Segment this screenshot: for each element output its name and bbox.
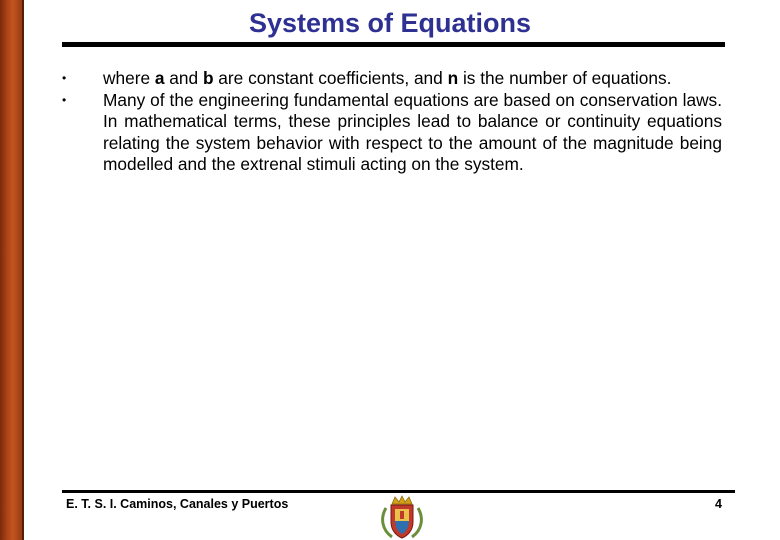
title-divider bbox=[62, 42, 725, 47]
bullet-dot: • bbox=[62, 92, 67, 107]
crest-icon bbox=[378, 494, 426, 540]
bullet-text: where a and b are constant coefficients, and n is the number of equations. bbox=[103, 68, 672, 88]
bullet-list bbox=[62, 68, 722, 176]
footer-institution: E. T. S. I. Caminos, Canales y Puertos bbox=[66, 497, 289, 511]
bullet-item bbox=[62, 68, 722, 90]
left-decorative-bar bbox=[0, 0, 24, 540]
bullet-text: Many of the engineering fundamental equations are based on conservation laws. In mathematical terms, these principles lead to balance or continuity equations relating the system behavior with respect to the amount of the magnitude being modelled and the extrenal stimuli acting on the system. bbox=[103, 89, 722, 175]
slide-title: Systems of Equations bbox=[248, 8, 532, 38]
bullet-dot: • bbox=[62, 71, 67, 85]
footer-divider bbox=[62, 490, 735, 493]
bullet-item bbox=[62, 90, 722, 176]
page-number: 4 bbox=[715, 497, 722, 511]
